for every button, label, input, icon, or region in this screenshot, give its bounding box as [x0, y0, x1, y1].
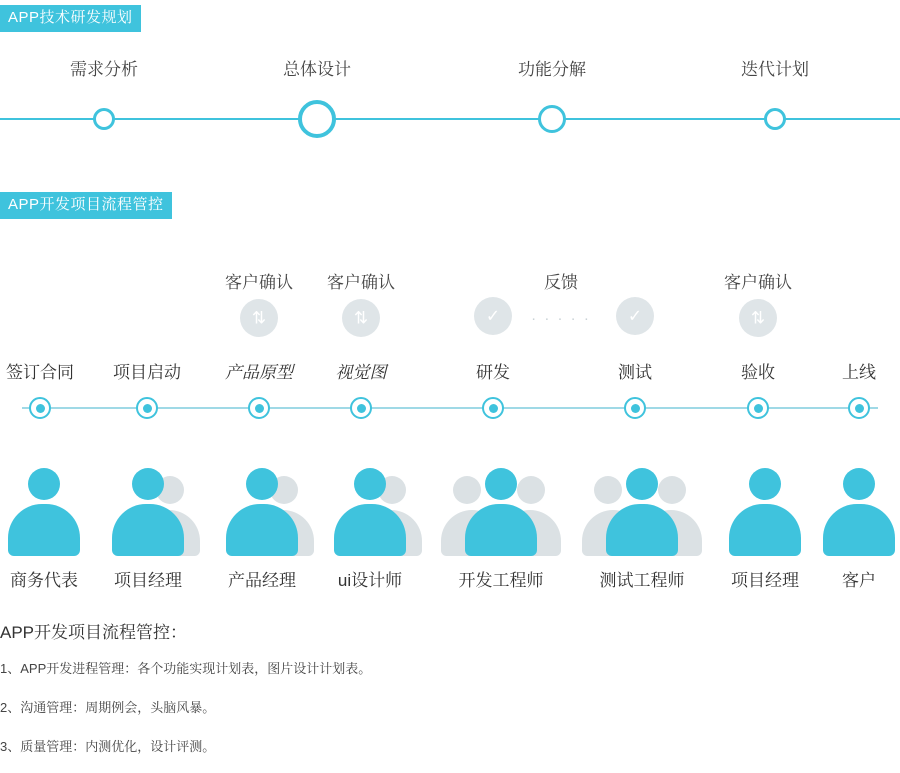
role-4-label: ui设计师 — [337, 571, 403, 590]
process-node-7[interactable] — [747, 397, 769, 419]
footer-title: APP开发项目流程管控： — [0, 623, 188, 642]
person-head — [354, 468, 386, 500]
process-node-dot — [255, 404, 264, 413]
role-2-label: 项目经理 — [114, 571, 182, 590]
process-node-2[interactable] — [136, 397, 158, 419]
updown-arrow-icon: ⇅ — [251, 308, 267, 328]
person-head — [246, 468, 278, 500]
role-1 — [8, 466, 80, 591]
person-icon — [453, 466, 549, 558]
role-3-label: 产品经理 — [228, 571, 296, 590]
person-head-secondary — [658, 476, 686, 504]
confirm-item-3-icon — [474, 297, 512, 335]
plan-node-1-marker — [93, 108, 115, 130]
updown-arrow-icon: ⇅ — [750, 308, 766, 328]
stage-label-2: 项目启动 — [113, 363, 181, 382]
role-1-label: 商务代表 — [10, 571, 78, 590]
confirm-item-3 — [474, 297, 512, 335]
person-icon — [112, 466, 184, 558]
confirm-item-2 — [327, 268, 395, 337]
confirm-item-5-icon — [616, 297, 654, 335]
footer-notes — [0, 618, 900, 773]
process-node-3[interactable] — [248, 397, 270, 419]
confirm-item-5 — [616, 297, 654, 335]
person-icon — [334, 466, 406, 558]
role-8-label: 客户 — [842, 571, 876, 590]
plan-node-3[interactable] — [518, 55, 586, 106]
person-head-secondary — [594, 476, 622, 504]
plan-node-2[interactable] — [283, 55, 351, 106]
check-icon: ✓ — [485, 306, 501, 326]
footer-item-1: 1、APP开发进程管理：各个功能实现计划表，图片设计计划表。 — [0, 661, 372, 676]
role-4 — [334, 466, 406, 591]
confirm-item-2-label: 客户确认 — [327, 273, 395, 292]
person-head — [626, 468, 658, 500]
confirm-item-6 — [724, 268, 792, 337]
stage-label-6: 测试 — [618, 363, 652, 382]
updown-arrow-icon: ⇅ — [353, 308, 369, 328]
process-node-dot — [855, 404, 864, 413]
footer-item-3: 3、质量管理：内测优化，设计评测。 — [0, 739, 216, 754]
process-node-dot — [36, 404, 45, 413]
process-node-dot — [143, 404, 152, 413]
confirm-item-6-label: 客户确认 — [724, 273, 792, 292]
role-6-label: 测试工程师 — [599, 571, 685, 590]
confirm-item-6-icon — [739, 299, 777, 337]
process-node-4[interactable] — [350, 397, 372, 419]
plan-node-2-label: 总体设计 — [283, 60, 351, 79]
process-node-dot — [631, 404, 640, 413]
stage-label-7: 验收 — [741, 363, 775, 382]
person-icon — [823, 466, 895, 558]
person-icon — [8, 466, 80, 558]
feedback-label: 反馈 — [544, 273, 578, 292]
person-head-secondary — [517, 476, 545, 504]
process-node-8[interactable] — [848, 397, 870, 419]
plan-node-1-label: 需求分析 — [70, 60, 138, 79]
plan-node-2-marker — [298, 100, 336, 138]
section-badge-process: APP开发项目流程管控 — [0, 192, 172, 219]
role-2 — [112, 466, 184, 591]
process-node-6[interactable] — [624, 397, 646, 419]
role-5 — [453, 466, 549, 591]
stage-label-4: 视觉图 — [335, 363, 387, 382]
footer-item-2: 2、沟通管理：周期例会，头脑风暴。 — [0, 700, 216, 715]
confirm-item-1-icon — [240, 299, 278, 337]
process-node-5[interactable] — [482, 397, 504, 419]
check-icon: ✓ — [627, 306, 643, 326]
person-body — [729, 504, 801, 556]
process-diagram — [0, 250, 900, 630]
role-7-label: 项目经理 — [731, 571, 799, 590]
plan-node-4[interactable] — [741, 55, 809, 106]
process-node-1[interactable] — [29, 397, 51, 419]
role-7 — [729, 466, 801, 591]
stage-label-3: 产品原型 — [225, 363, 293, 382]
person-head-secondary — [453, 476, 481, 504]
person-head — [485, 468, 517, 500]
role-3 — [226, 466, 298, 591]
person-body — [8, 504, 80, 556]
stage-label-8: 上线 — [842, 363, 876, 382]
role-6 — [594, 466, 690, 591]
plan-node-1[interactable] — [70, 55, 138, 106]
person-head — [28, 468, 60, 500]
stage-label-5: 研发 — [476, 363, 510, 382]
plan-node-3-label: 功能分解 — [518, 60, 586, 79]
person-icon — [594, 466, 690, 558]
person-body — [823, 504, 895, 556]
person-head — [132, 468, 164, 500]
plan-node-3-marker — [538, 105, 566, 133]
process-node-dot — [489, 404, 498, 413]
process-node-dot — [754, 404, 763, 413]
plan-timeline — [0, 55, 900, 155]
person-icon — [729, 466, 801, 558]
confirm-item-2-icon — [342, 299, 380, 337]
feedback-item — [544, 268, 578, 299]
person-head — [843, 468, 875, 500]
person-icon — [226, 466, 298, 558]
role-8 — [823, 466, 895, 591]
stage-label-1: 签订合同 — [6, 363, 74, 382]
confirm-item-1 — [225, 268, 293, 337]
person-head — [749, 468, 781, 500]
confirm-item-1-label: 客户确认 — [225, 273, 293, 292]
plan-node-4-label: 迭代计划 — [741, 60, 809, 79]
section-badge-plan: APP技术研发规划 — [0, 5, 141, 32]
role-5-label: 开发工程师 — [458, 571, 544, 590]
process-node-dot — [357, 404, 366, 413]
feedback-dots: · · · · · — [531, 310, 591, 327]
plan-node-4-marker — [764, 108, 786, 130]
